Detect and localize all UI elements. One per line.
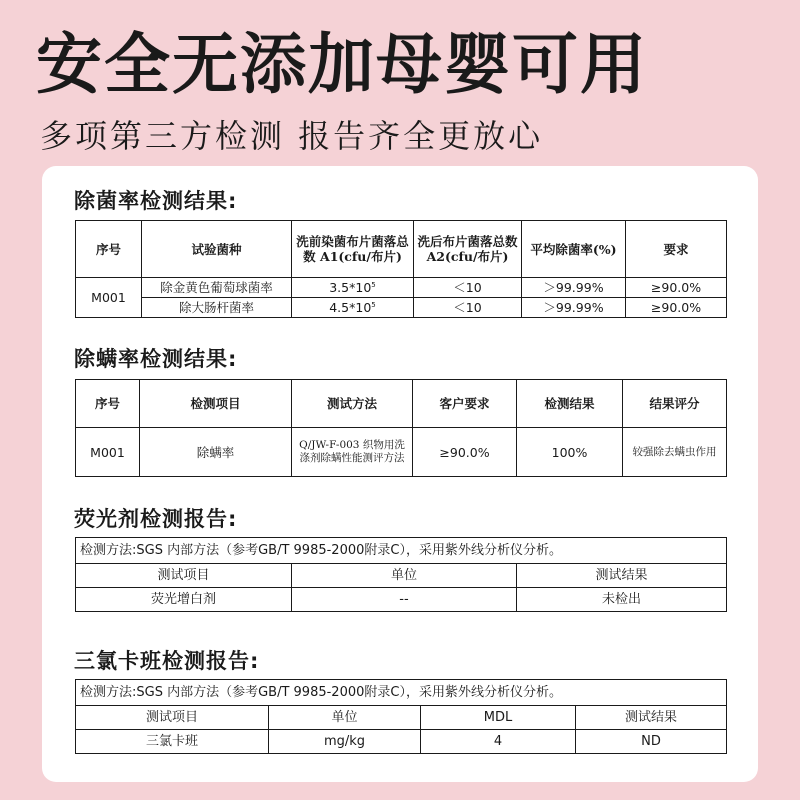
after-count: ＜10 [414,278,522,298]
strain-cell: 除大肠杆菌率 [142,298,292,318]
table-row [76,278,727,298]
table-header-row [76,380,727,428]
table-row [76,588,727,612]
mdl-value: 4 [421,730,576,754]
test-method-note: 检测方法:SGS 内部方法（参考GB/T 9985-2000附录C），采用紫外线分析仪分析。 [76,538,727,564]
header-cell: 客户要求 [413,380,517,428]
antibacterial-table [75,220,727,318]
subheadline: 多项第三方检测 报告齐全更放心 [40,117,544,155]
header-cell: 单位 [292,564,517,588]
header-cell: 测试结果 [517,564,727,588]
method-row [76,680,727,706]
test-item: 三氯卡班 [76,730,269,754]
unit: -- [292,588,517,612]
header-cell: 单位 [269,706,421,730]
mites-table [75,379,727,477]
before-count-exponent: 5 [371,300,376,309]
header-cell: 检测结果 [517,380,623,428]
header-cell: 结果评分 [623,380,727,428]
table-row [76,730,727,754]
sample-id: M001 [76,428,140,477]
result-score: 较强除去螨虫作用 [623,428,727,477]
header-cell: 检测项目 [140,380,292,428]
before-count-base: 3.5*10 [329,280,372,295]
header-cell: 序号 [76,380,140,428]
sample-id: M001 [76,278,142,318]
header-cell: 测试结果 [576,706,727,730]
method-row [76,538,727,564]
before-count [292,298,414,318]
fluorescent-table [75,537,727,612]
after-count: ＜10 [414,298,522,318]
mites-title: 除螨率检测结果: [74,347,238,371]
customer-requirement: ≥90.0% [413,428,517,477]
report-card [42,166,758,782]
header-cell: MDL [421,706,576,730]
headline: 安全无添加母婴可用 [36,26,648,103]
table-header-row [76,221,727,278]
requirement: ≥90.0% [626,278,727,298]
strain-cell: 除金黄色葡萄球菌率 [142,278,292,298]
before-count [292,278,414,298]
removal-rate: ＞99.99% [522,278,626,298]
triclocarban-title: 三氯卡班检测报告: [74,649,260,673]
unit: mg/kg [269,730,421,754]
table-row [76,298,727,318]
header-cell: 试验菌种 [142,221,292,278]
header-cell: 测试项目 [76,706,269,730]
requirement: ≥90.0% [626,298,727,318]
fluorescent-title: 荧光剂检测报告: [74,507,238,531]
header-cell: 序号 [76,221,142,278]
table-row [76,428,727,477]
header-cell: 平均除菌率(%) [522,221,626,278]
test-method-note: 检测方法:SGS 内部方法（参考GB/T 9985-2000附录C），采用紫外线分析仪分析。 [76,680,727,706]
test-result: ND [576,730,727,754]
removal-rate: ＞99.99% [522,298,626,318]
table-header-row [76,564,727,588]
test-result: 100% [517,428,623,477]
header-cell: 洗前染菌布片菌落总数 A1(cfu/布片) [292,221,414,278]
header-cell: 测试项目 [76,564,292,588]
before-count-exponent: 5 [371,280,376,289]
header-cell: 洗后布片菌落总数 A2(cfu/布片) [414,221,522,278]
test-result: 未检出 [517,588,727,612]
test-item: 荧光增白剂 [76,588,292,612]
antibacterial-title: 除菌率检测结果: [74,189,238,213]
before-count-base: 4.5*10 [329,300,372,315]
test-item: 除螨率 [140,428,292,477]
table-header-row [76,706,727,730]
triclocarban-table [75,679,727,754]
header-cell: 测试方法 [292,380,413,428]
test-method: Q/JW-F-003 织物用洗涤剂除螨性能测评方法 [292,428,413,477]
header-cell: 要求 [626,221,727,278]
